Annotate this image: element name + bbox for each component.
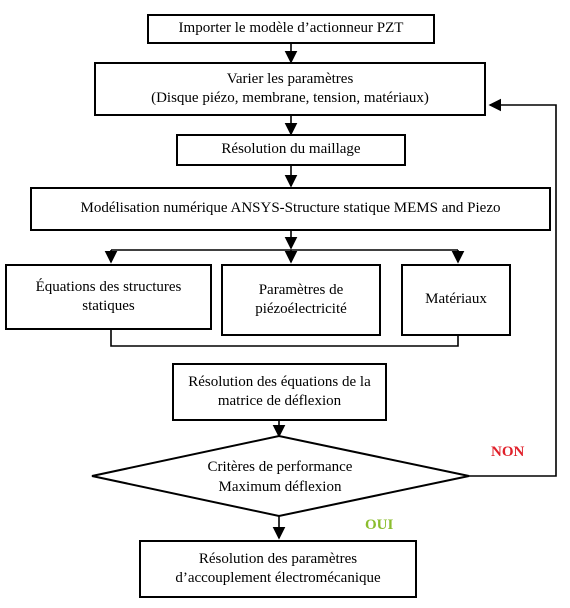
branch-static-label: Équations des structures statiques bbox=[35, 278, 182, 314]
step-solve-label: Résolution des équations de la matrice de déflexion bbox=[188, 373, 371, 409]
step-mesh-resolution bbox=[176, 134, 406, 166]
step-vary-line2: (Disque piézo, membrane, tension, matériaux) bbox=[151, 90, 429, 106]
step-vary-line1: Varier les paramètres bbox=[226, 70, 354, 87]
step-import-label: Importer le modèle d’actionneur PZT bbox=[178, 20, 404, 37]
decision-text bbox=[160, 458, 400, 497]
branch-piezo-label: Paramètres de piézoélectricité bbox=[255, 281, 347, 317]
step-ansys-model bbox=[30, 187, 551, 231]
step-vary-parameters bbox=[94, 62, 486, 116]
label-no: NON bbox=[491, 444, 525, 460]
branch-materials bbox=[401, 264, 511, 336]
label-yes: OUI bbox=[365, 517, 394, 533]
branch-piezo-parameters bbox=[221, 264, 381, 336]
step-import-model bbox=[147, 14, 435, 44]
branch-static-equations bbox=[5, 264, 212, 330]
step-solve-deflection bbox=[172, 363, 387, 421]
step-model-label: Modélisation numérique ANSYS-Structure statique MEMS and Piezo bbox=[80, 200, 501, 217]
decision-line2: Maximum déflexion bbox=[218, 478, 342, 495]
step-coupling-label: Résolution des paramètres d’accouplement électromécanique bbox=[175, 550, 381, 586]
step-coupling-parameters bbox=[139, 540, 417, 598]
branch-materials-label: Matériaux bbox=[425, 291, 487, 308]
decision-line1: Critères de performance bbox=[207, 459, 353, 475]
step-mesh-label: Résolution du maillage bbox=[221, 141, 361, 158]
